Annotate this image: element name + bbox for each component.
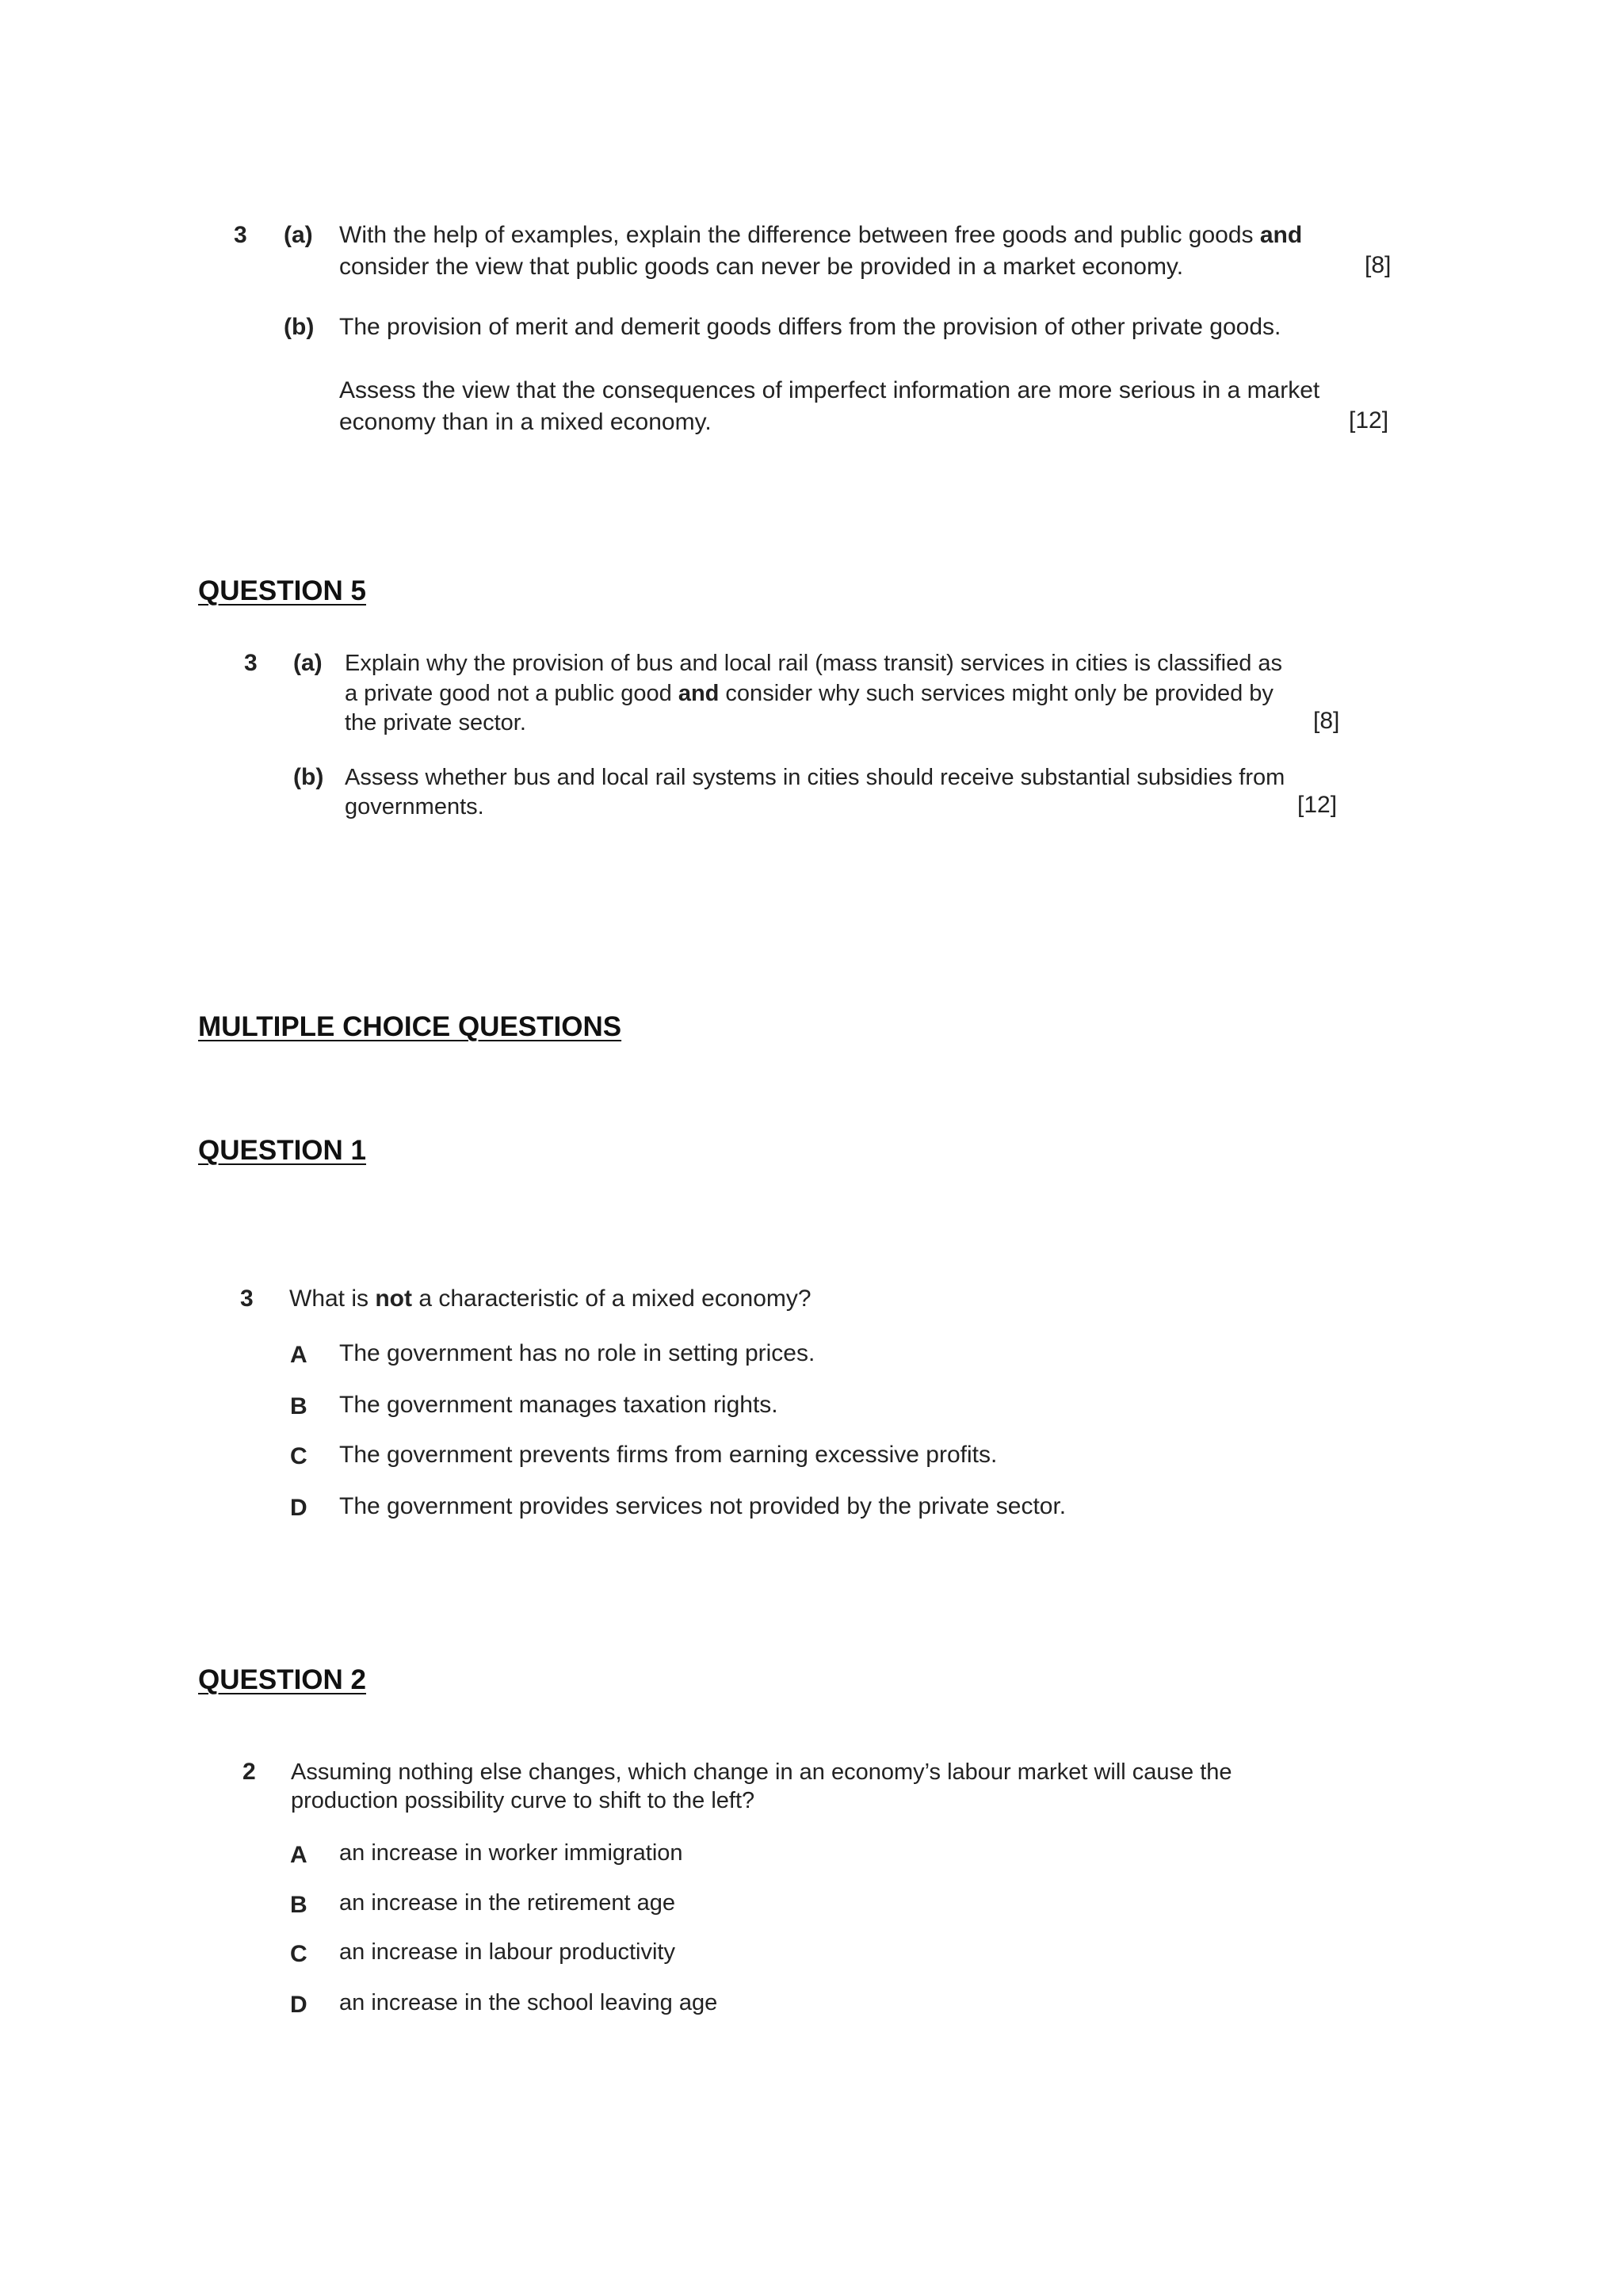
option-text: an increase in the retirement age [339,1890,675,1916]
question-stem-line1: Assuming nothing else changes, which change in an economy’s labour market will cause the [291,1759,1232,1785]
part-b-marks: [12] [1297,792,1338,818]
option-letter: A [290,1342,307,1368]
part-b-text-line3: economy than in a mixed economy. [339,409,712,435]
part-b-label: (b) [284,314,315,340]
question-number: 3 [240,1286,254,1312]
part-a-label: (a) [293,650,323,676]
part-b-text-line1: Assess whether bus and local rail systems in cities should receive substantial subsidies from [345,765,1285,790]
option-text: The government has no role in setting prices. [339,1340,815,1366]
question-number: 2 [242,1759,256,1785]
part-b-marks: [12] [1349,407,1389,434]
heading-question-2: QUESTION 2 [198,1664,366,1695]
option-letter: B [290,1892,307,1918]
part-a-marks: [8] [1365,252,1392,278]
part-b-label: (b) [293,764,324,790]
part-a-text-line1: With the help of examples, explain the difference between free goods and public goods and [339,222,1303,248]
question-stem: What is not a characteristic of a mixed economy? [289,1286,812,1312]
option-text: an increase in worker immigration [339,1840,683,1866]
part-a-text-line2: consider the view that public goods can never be provided in a market economy. [339,254,1184,280]
part-b-text-line2: governments. [345,794,484,819]
option-text: The government provides services not provided by the private sector. [339,1493,1067,1519]
option-letter: D [290,1495,307,1521]
part-a-text-line2: a private good not a public good and consider why such services might only be provided by [345,681,1274,706]
heading-question-5: QUESTION 5 [198,575,366,606]
heading-question-1: QUESTION 1 [198,1135,366,1166]
option-letter: A [290,1842,307,1868]
option-letter: C [290,1443,307,1469]
part-b-text-line2: Assess the view that the consequences of imperfect information are more serious in a market [339,377,1320,403]
option-letter: C [290,1941,307,1967]
question-number: 3 [234,222,247,248]
option-letter: D [290,1992,307,2018]
question-number: 3 [244,650,258,676]
option-text: The government prevents firms from earning excessive profits. [339,1442,998,1468]
question-stem-line2: production possibility curve to shift to the left? [291,1788,755,1813]
part-a-label: (a) [284,222,313,248]
part-b-text-line1: The provision of merit and demerit goods differs from the provision of other private goods. [339,314,1281,340]
option-text: The government manages taxation rights. [339,1392,778,1418]
part-a-text-line1: Explain why the provision of bus and local rail (mass transit) services in cities is classified as [345,651,1283,676]
heading-multiple-choice: MULTIPLE CHOICE QUESTIONS [198,1011,622,1042]
option-text: an increase in the school leaving age [339,1990,718,2015]
part-a-text-line3: the private sector. [345,710,526,735]
part-a-marks: [8] [1313,708,1340,734]
option-text: an increase in labour productivity [339,1939,675,1965]
option-letter: B [290,1393,307,1419]
